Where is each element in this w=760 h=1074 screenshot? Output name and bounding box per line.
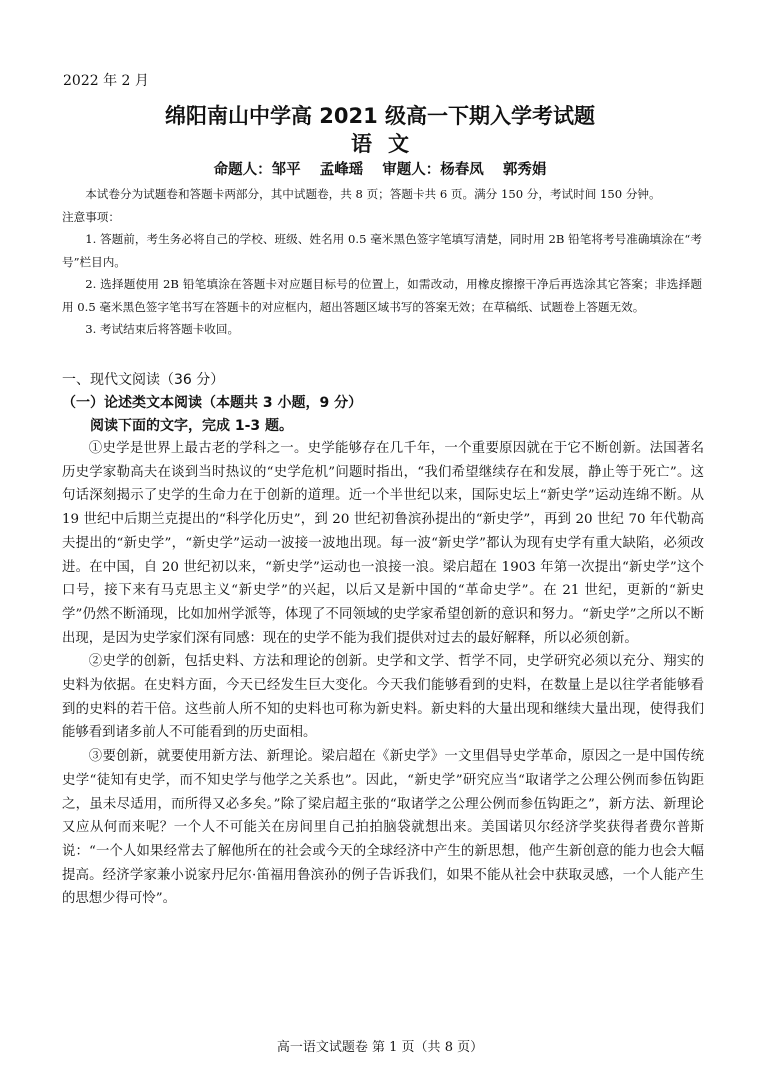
passage-paragraph-1: ①史学是世界上最古老的学科之一。史学能够存在几千年，一个重要原因就在于它不断创新。法国著名历史学家勒高夫在谈到当时热议的“史学危机”问题时指出，“我们希望继续存在和发展，静止等于死亡”。这句话深刻揭示了史学的生命力在于创新的道理。近一个半世纪以来，国际史坛上“新史学”运动连绵不断。从 19 世纪中后期兰克提出的“科学化历史”，到 20 世纪初鲁滨孙提出的“新史学”，再到 20 世纪 70 年代勒高夫提出的“新史学”，“新史学”运动一波接一波地出现。每一波“新史学”都认为现有史学有重大缺陷，必须改进。在中国，自 20 世纪初以来，“新史学”运动也一浪接一浪。梁启超在 1903 年第一次提出“新史学”这个口号，接下来有马克思主义“新史学”的兴起，以后又是新中国的“革命史学”。在 21 世纪，更新的“新史学”仍然不断涌现，比如加州学派等，体现了不同领域的史学家希望创新的意识和努力。“新史学”之所以不断出现，是因为史学家们深有同感：现在的史学不能为我们提供对过去的最好解释，所以必须创新。 xyxy=(62,441,704,646)
exam-authors xyxy=(0,158,760,179)
instruction-item-3: 3. 考试结束后将答题卡收回。 xyxy=(85,322,240,336)
passage-paragraph-2: ②史学的创新，包括史料、方法和理论的创新。史学和文学、哲学不同，史学研究必须以充分、翔实的史料为依据。在史料方面，今天已经发生巨大变化。今天我们能够看到的史料，在数量上是以往学者能够看到的史料的若干倍。这些前人所不知的史料也可称为新史料。新史料的大量出现和继续大量出现，使得我们能够看到诸多前人不可能看到的历史面相。 xyxy=(62,654,704,741)
author-setter-2: 孟峰瑶 xyxy=(319,162,364,178)
reading-instruction: 阅读下面的文字，完成 1-3 题。 xyxy=(90,418,294,434)
instructions-intro: 本试卷分为试题卷和答题卡两部分，其中试题卷，共 8 页；答题卡共 6 页。满分 150 分，考试时间 150 分钟。 xyxy=(85,187,661,201)
section-heading: 一、现代文阅读（36 分） xyxy=(62,372,225,388)
author-setter-1: 命题人：邹平 xyxy=(213,162,301,178)
page-footer: 高一语文试题卷 第 1 页（共 8 页） xyxy=(276,1040,484,1055)
author-reviewer-1: 审题人：杨春凤 xyxy=(382,162,484,178)
exam-instructions xyxy=(62,183,702,341)
passage-paragraph-3: ③要创新，就要使用新方法、新理论。梁启超在《新史学》一文里倡导史学革命，原因之一是中国传统史学“徒知有史学，而不知史学与他学之关系也”。因此，“新史学”研究应当“取诸学之公理公例而参伍钩距之，虽未尽适用，而所得又必多矣。”除了梁启超主张的“取诸学之公理公例而参伍钩距之”，新方法、新理论又应从何而来呢？一个人不可能关在房间里自己拍拍脑袋就想出来。美国诺贝尔经济学奖获得者费尔普斯说：“一个人如果经常去了解他所在的社会或今天的全球经济中产生的新思想，他产生新创意的能力也会大幅提高。经济学家兼小说家丹尼尔·笛福用鲁滨孙的例子告诉我们，如果不能从社会中获取灵感，一个人能产生的思想少得可怜”。 xyxy=(62,749,704,907)
exam-subject: 语文 xyxy=(351,132,425,156)
subsection-heading: （一）论述类文本阅读（本题共 3 小题，9 分） xyxy=(62,395,363,411)
instruction-item-2: 2. 选择题使用 2B 铅笔填涂在答题卡对应题目标号的位置上，如需改动，用橡皮擦擦干净后再选涂其它答案；非选择题用 0.5 毫米黑色签字笔书写在答题卡的对应框内，超出答题区域书写的答案无效；在草稿纸、试题卷上答题无效。 xyxy=(62,277,702,314)
exam-date: 2022 年 2 月 xyxy=(63,73,149,89)
instruction-item-1: 1. 答题前，考生务必将自己的学校、班级、姓名用 0.5 毫米黑色签字笔填写清楚，同时用 2B 铅笔将考号准确填涂在“考号”栏目内。 xyxy=(62,232,702,269)
instructions-heading: 注意事项： xyxy=(62,209,120,224)
exam-title: 绵阳南山中学高 2021 级高一下期入学考试题 xyxy=(164,104,596,128)
author-reviewer-2: 郭秀娟 xyxy=(502,162,547,178)
reading-passage xyxy=(62,437,704,911)
